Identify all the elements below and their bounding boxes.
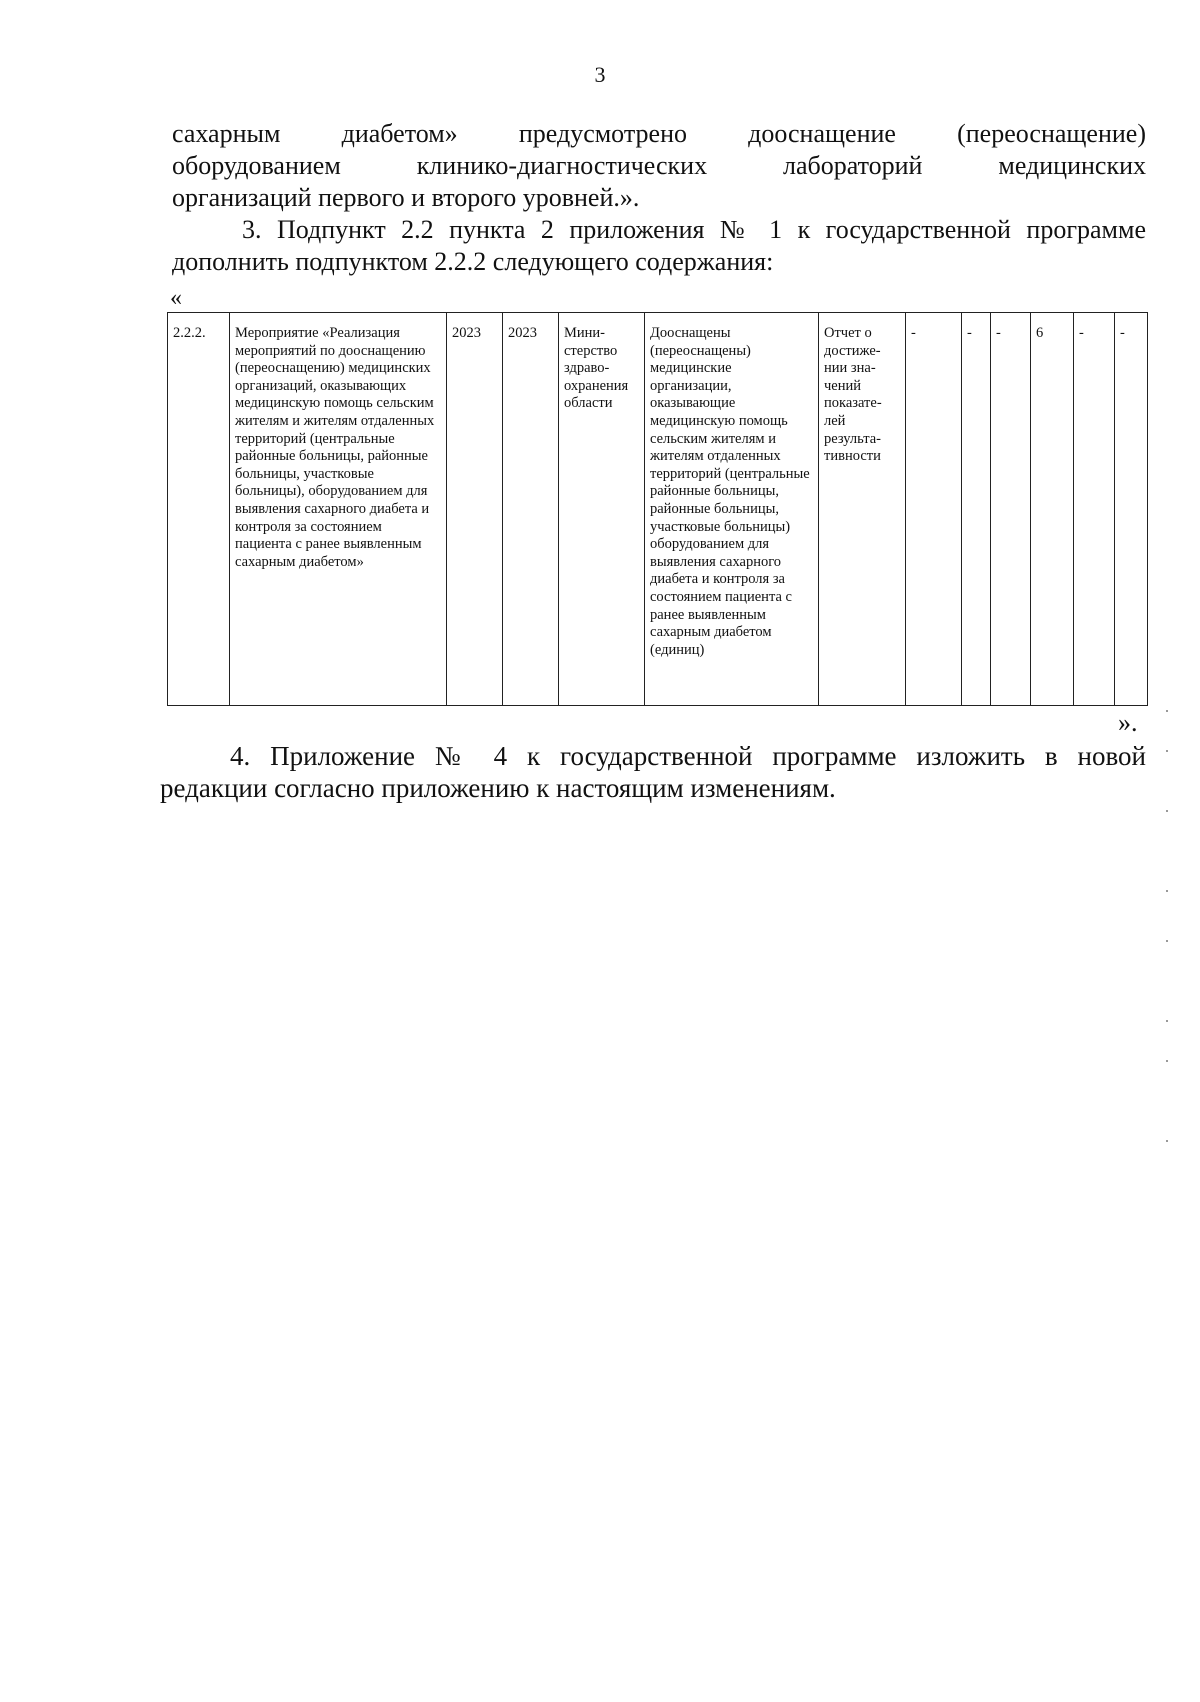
paragraph-item-3	[172, 214, 1146, 278]
paragraph-item-4	[160, 740, 1146, 804]
quote-open: «	[170, 285, 182, 311]
cell-value: 6	[1031, 313, 1074, 706]
scan-margin-marks	[1160, 690, 1180, 1190]
cell-value: -	[1115, 313, 1148, 706]
cell-value: -	[962, 313, 991, 706]
cell-year-end: 2023	[503, 313, 559, 706]
cell-event: Мероприятие «Реализация мероприятий по дооснащению (переоснащению) медицинских организаций, оказывающих медицинскую помощь сельским жителям и жителям отдаленных территорий (центральные районные больницы, районные больницы, участковые больницы), оборудованием для выявления сахарного диабета и контроля за состоянием пациента с ранее выявленным сахарным диабетом»	[230, 313, 447, 706]
paragraph-line: сахарным диабетом» предусмотрено дооснащение (переоснащение)	[172, 119, 1146, 148]
paragraph-line: оборудованием клинико-диагностических лабораторий медицинских	[172, 151, 1146, 180]
cell-value: -	[991, 313, 1031, 706]
cell-number: 2.2.2.	[168, 313, 230, 706]
table-row	[168, 313, 1148, 706]
cell-result: Дооснащены (переоснащены) медицинские организации, оказывающие медицинскую помощь сельским жителям и жителям отдаленных территорий (центральные районные больницы, районные больницы, участковые больницы) оборудованием для выявления сахарного диабета и контроля за состоянием пациента с ранее выявленным сахарным диабетом (единиц)	[645, 313, 819, 706]
cell-year-start: 2023	[447, 313, 503, 706]
paragraph-continuation	[172, 118, 1146, 214]
paragraph-line: 3. Подпункт 2.2 пункта 2 приложения № 1 к государственной программе	[242, 215, 1146, 244]
paragraph-line: организаций первого и второго уровней.».	[172, 183, 640, 212]
cell-value: -	[1074, 313, 1115, 706]
cell-value: -	[906, 313, 962, 706]
paragraph-line: 4. Приложение № 4 к государственной программе изложить в новой	[230, 741, 1146, 771]
paragraph-line: редакции согласно приложению к настоящим изменениям.	[160, 773, 836, 803]
quote-close: ».	[1118, 708, 1138, 737]
paragraph-line: дополнить подпунктом 2.2.2 следующего содержания:	[172, 247, 774, 276]
cell-executor: Мини-стерство здраво-охранения области	[559, 313, 645, 706]
page-number: 3	[594, 62, 606, 87]
cell-report: Отчет о достиже-нии зна-чений показате-лей результа-тивности	[819, 313, 906, 706]
insert-table	[167, 312, 1148, 706]
